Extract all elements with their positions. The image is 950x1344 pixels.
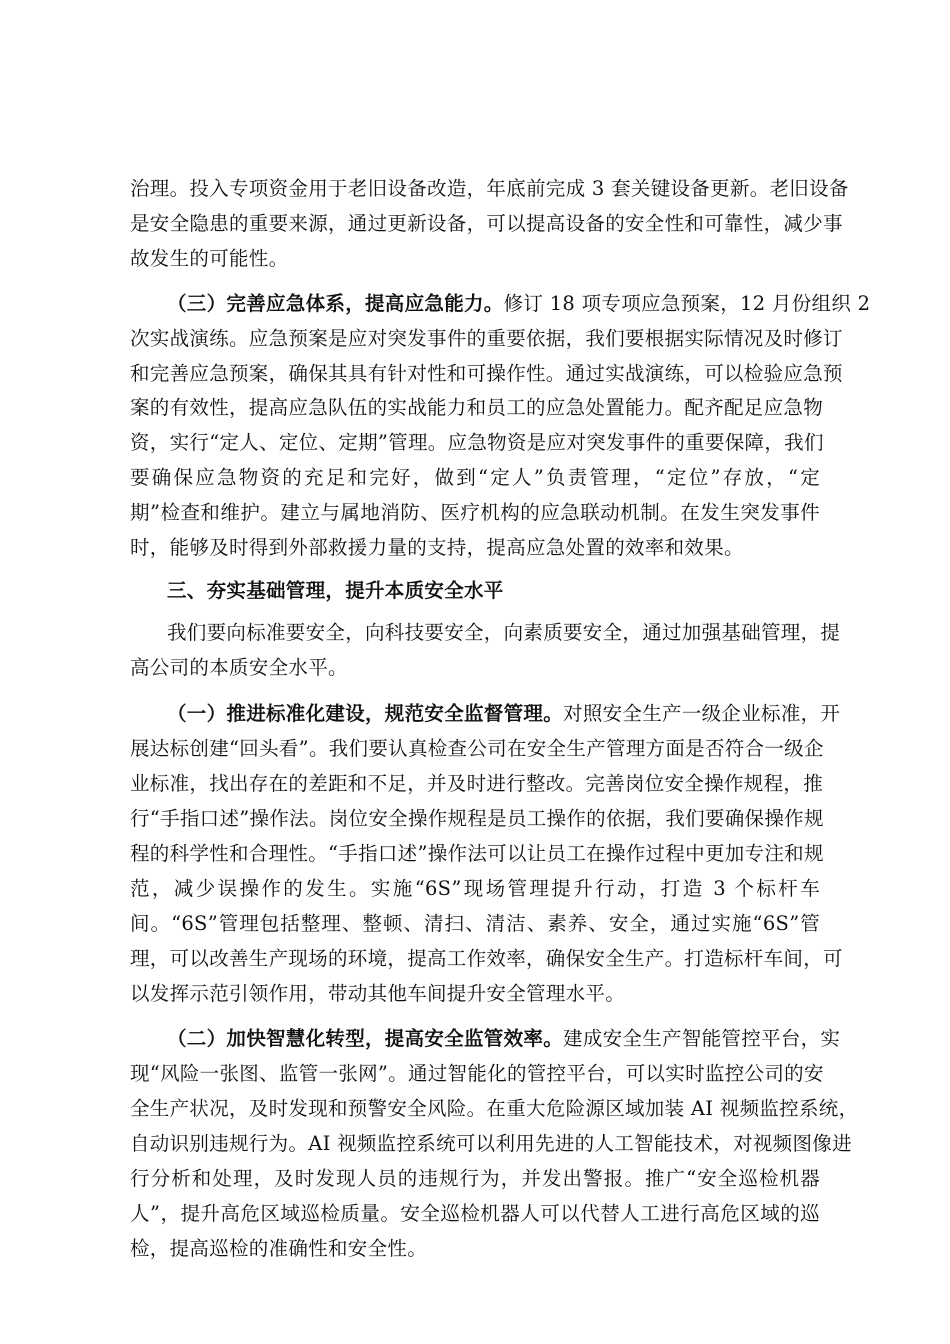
paragraph-line: 业标准，找出存在的差距和不足，并及时进行整改。完善岗位安全操作规程，推 [130, 772, 824, 795]
paragraph-line: 以发挥示范引领作用，带动其他车间提升安全管理水平。 [130, 982, 626, 1005]
paragraph-line: 自动识别违规行为。AI 视频监控系统可以利用先进的人工智能技术，对视频图像进 [130, 1132, 852, 1155]
paragraph-line: 程的科学性和合理性。“手指口述”操作法可以让员工在操作过程中更加专注和规 [130, 842, 824, 865]
paragraph-line: 治理。投入专项资金用于老旧设备改造，年底前完成 3 套关键设备更新。老旧设备 [130, 177, 849, 200]
paragraph-line: 时，能够及时得到外部救援力量的支持，提高应急处置的效率和效果。 [130, 536, 744, 559]
paragraph-line: 人”，提升高危区域巡检质量。安全巡检机器人可以代替人工进行高危区域的巡 [130, 1202, 820, 1225]
paragraph-line: 检，提高巡检的准确性和安全性。 [130, 1237, 428, 1260]
paragraph-line: 要确保应急物资的充足和完好，做到“定人”负责管理，“定位”存放，“定 [130, 466, 820, 489]
paragraph-line: 间。“6S”管理包括整理、整顿、清扫、清洁、素养、安全，通过实施“6S”管 [130, 912, 820, 935]
section-subheading: （一）推进标准化建设，规范安全监督管理。 [167, 702, 564, 725]
paragraph-line: 全生产状况，及时发现和预警安全风险。在重大危险源区域加装 AI 视频监控系统， [130, 1097, 859, 1120]
section-subheading: （三）完善应急体系，提高应急能力。 [167, 292, 504, 315]
section-subheading: （二）加快智慧化转型，提高安全监管效率。 [167, 1027, 564, 1050]
paragraph-line: 和完善应急预案，确保其具有针对性和可操作性。通过实战演练，可以检验应急预 [130, 362, 843, 385]
paragraph-line: 我们要向标准要安全，向科技要安全，向素质要安全，通过加强基础管理，提 [167, 621, 841, 644]
paragraph-line: 理，可以改善生产现场的环境，提高工作效率，确保安全生产。打造标杆车间，可 [130, 947, 843, 970]
paragraph-line: 故发生的可能性。 [130, 247, 289, 270]
paragraph-line: （二）加快智慧化转型，提高安全监管效率。建成安全生产智能管控平台，实 [167, 1027, 841, 1050]
paragraph-line: 期”检查和维护。建立与属地消防、医疗机构的应急联动机制。在发生突发事件 [130, 501, 820, 524]
paragraph-line: （三）完善应急体系，提高应急能力。修订 18 项专项应急预案，12 月份组织 2 [167, 292, 871, 315]
paragraph-line: 高公司的本质安全水平。 [130, 656, 348, 679]
paragraph-line: 是安全隐患的重要来源，通过更新设备，可以提高设备的安全性和可靠性，减少事 [130, 212, 843, 235]
section-heading: 三、夯实基础管理，提升本质安全水平 [167, 579, 504, 602]
paragraph-line: 次实战演练。应急预案是应对突发事件的重要依据，我们要根据实际情况及时修订 [130, 327, 843, 350]
paragraph-line: （一）推进标准化建设，规范安全监督管理。对照安全生产一级企业标准，开 [167, 702, 841, 725]
paragraph-line: 案的有效性，提高应急队伍的实战能力和员工的应急处置能力。配齐配足应急物 [130, 396, 824, 419]
paragraph-line: 展达标创建“回头看”。我们要认真检查公司在安全生产管理方面是否符合一级企 [130, 737, 824, 760]
paragraph-line: 行分析和处理，及时发现人员的违规行为，并发出警报。推广“安全巡检机器 [130, 1167, 820, 1190]
paragraph-line: 现“风险一张图、监管一张网”。通过智能化的管控平台，可以实时监控公司的安 [130, 1062, 824, 1085]
paragraph-line: 行“手指口述”操作法。岗位安全操作规程是员工操作的依据，我们要确保操作规 [130, 807, 824, 830]
paragraph-line: 资，实行“定人、定位、定期”管理。应急物资是应对突发事件的重要保障，我们 [130, 431, 824, 454]
paragraph-line: 范，减少误操作的发生。实施“6S”现场管理提升行动，打造 3 个标杆车 [130, 877, 820, 900]
